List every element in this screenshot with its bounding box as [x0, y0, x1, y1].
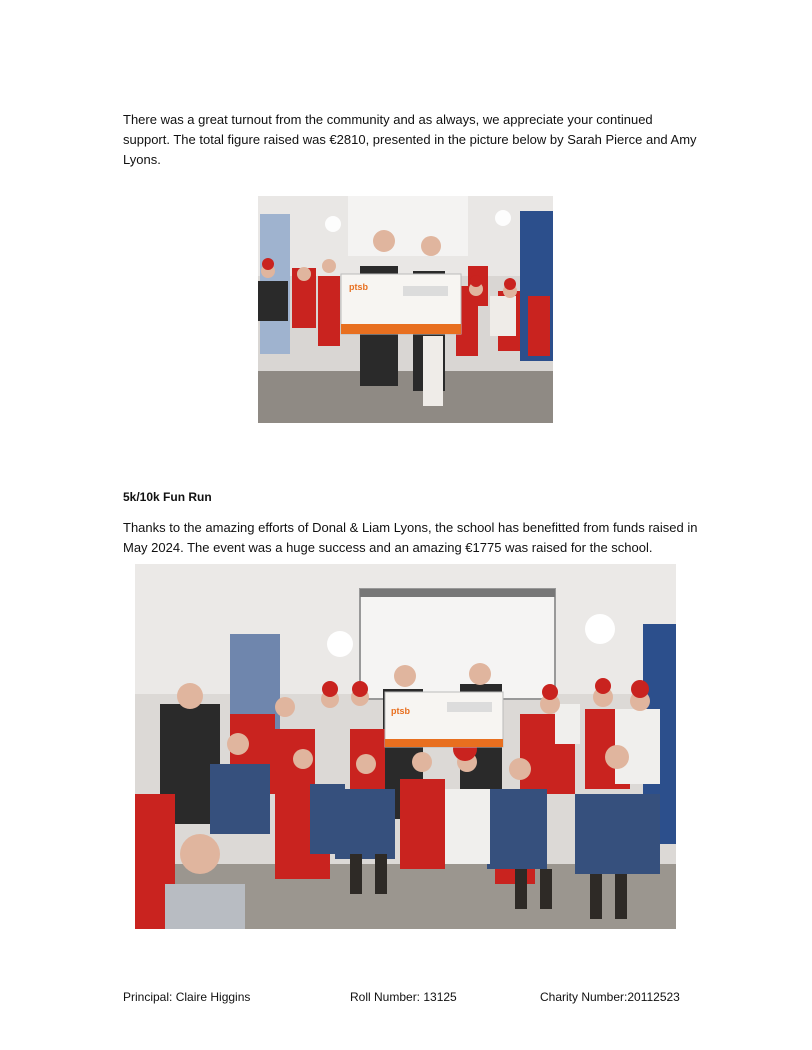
fun-run-paragraph: Thanks to the amazing efforts of Donal & Liam Lyons, the school has benefitted from funds raised in May 2024. The event was a huge success and an amazing €1775 was raised for the school. [123, 520, 698, 555]
cheque-brand-label: ptsb [349, 282, 368, 292]
cheque-presentation-photo [258, 196, 553, 423]
footer-roll-number: Roll Number: 13125 [350, 990, 457, 1004]
footer-principal: Principal: Claire Higgins [123, 990, 251, 1004]
fun-run-cheque-photo [135, 564, 676, 929]
fun-run-heading: 5k/10k Fun Run [123, 490, 212, 504]
footer-charity-number: Charity Number:20112523 [540, 990, 680, 1004]
cheque-brand-label: ptsb [391, 706, 410, 716]
intro-paragraph: There was a great turnout from the community and as always, we appreciate your continued support. The total figure raised was €2810, presented in the picture below by Sarah Pierce and Amy Lyons. [123, 112, 697, 167]
